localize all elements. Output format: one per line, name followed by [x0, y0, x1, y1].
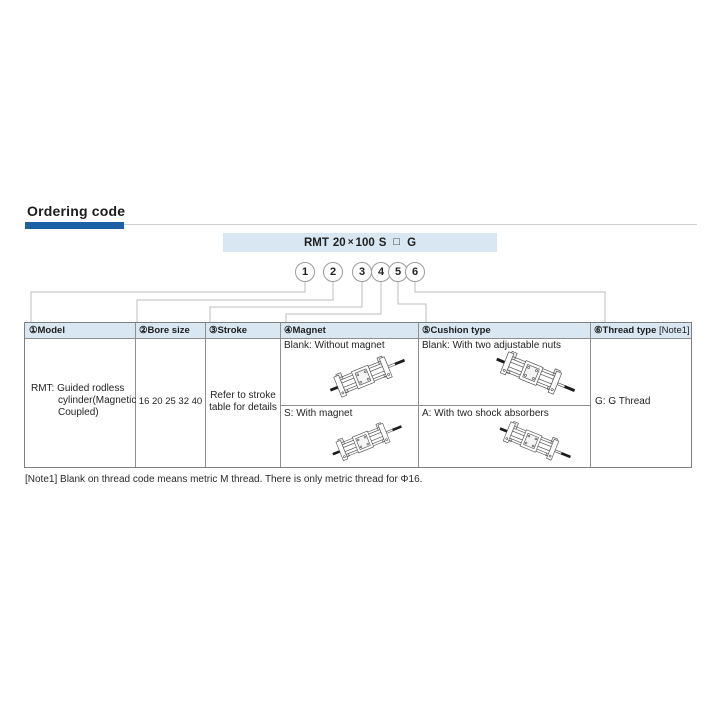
column-header-bore-size: ②Bore size [139, 325, 190, 336]
code-segment-model: RMT [303, 236, 329, 249]
ordering-code-box [223, 233, 497, 252]
model-description-line2: cylinder(Magnetic [58, 395, 137, 406]
code-segment-stroke: 100 [355, 236, 375, 249]
magnet-option-s-label: S: With magnet [284, 408, 353, 419]
code-digit-circle-5: 5 [388, 262, 408, 282]
footnote: [Note1] Blank on thread code means metric M thread. There is only metric thread for Φ16. [25, 474, 423, 485]
option-row-divider [280, 405, 591, 406]
title-accent-bar [25, 222, 124, 229]
code-segment-bore: 20 [332, 236, 346, 249]
code-digit-circle-3: 3 [352, 262, 372, 282]
magnet-option-blank-label: Blank: Without magnet [284, 340, 385, 351]
multiply-sign: × [347, 237, 354, 248]
page-title: Ordering code [27, 203, 126, 219]
code-segment-cushion-blank: □ [393, 235, 401, 248]
title-rule [25, 224, 697, 225]
bore-size-values: 16 20 25 32 40 [138, 396, 203, 407]
column-header-model: ①Model [29, 325, 65, 336]
model-description-line1: RMT: Guided rodless [31, 383, 125, 394]
note-reference: [Note1] [659, 325, 690, 336]
cylinder-drawing-shock-absorbers [477, 416, 590, 466]
model-description-line3: Coupled) [58, 407, 99, 418]
code-segment-magnet: S [378, 236, 387, 249]
stroke-note-line2: table for details [209, 402, 277, 413]
column-header-stroke: ③Stroke [209, 325, 248, 336]
cylinder-drawing-without-magnet [317, 348, 417, 404]
cylinder-drawing-adjustable-nuts [477, 345, 590, 403]
code-digit-circle-6: 6 [405, 262, 425, 282]
stroke-note-line1: Refer to stroke [210, 390, 276, 401]
code-digit-circle-1: 1 [295, 262, 315, 282]
table-header-band [25, 323, 691, 338]
leader-lines [0, 280, 720, 325]
column-header-cushion-type: ⑤Cushion type [422, 325, 491, 336]
code-segment-thread: G [407, 236, 417, 249]
ordering-code-table [24, 322, 692, 468]
column-header-magnet: ④Magnet [284, 325, 326, 336]
thread-type-value: G: G Thread [595, 396, 651, 407]
cushion-option-a-label: A: With two shock absorbers [422, 408, 549, 419]
column-header-thread-type: ⑥Thread type [Note1] [594, 325, 690, 336]
code-digit-circle-2: 2 [323, 262, 343, 282]
cylinder-drawing-with-magnet [317, 418, 417, 466]
code-digit-circle-4: 4 [371, 262, 391, 282]
cushion-option-blank-label: Blank: With two adjustable nuts [422, 340, 561, 351]
